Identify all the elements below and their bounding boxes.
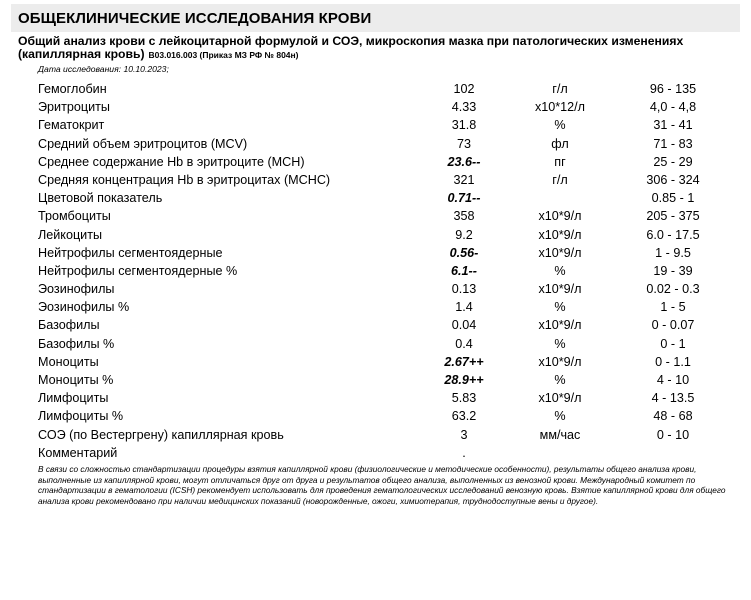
row-name: СОЭ (по Вестергрену) капиллярная кровь bbox=[38, 427, 284, 442]
row-unit: x10*9/л bbox=[538, 282, 582, 297]
row-value: . bbox=[462, 445, 466, 460]
row-unit: x10*12/л bbox=[534, 100, 586, 115]
table-row bbox=[38, 207, 738, 225]
row-name: Нейтрофилы сегментоядерные % bbox=[38, 263, 238, 278]
row-value: 0.56- bbox=[449, 245, 479, 260]
table-row bbox=[38, 98, 738, 116]
row-unit: x10*9/л bbox=[538, 227, 582, 242]
row-reference: 96 - 135 bbox=[649, 82, 697, 96]
row-unit: % bbox=[554, 373, 566, 387]
row-name: Эритроциты bbox=[38, 100, 110, 115]
row-value: 4.33 bbox=[451, 100, 477, 115]
row-unit: г/л bbox=[552, 172, 568, 187]
row-value: 73 bbox=[456, 136, 471, 151]
row-value: 5.83 bbox=[451, 391, 477, 406]
table-row bbox=[38, 226, 738, 244]
row-reference: 306 - 324 bbox=[646, 172, 700, 187]
row-unit: x10*9/л bbox=[538, 354, 582, 369]
row-name: Тромбоциты bbox=[38, 209, 111, 224]
row-unit: мм/час bbox=[539, 427, 581, 442]
row-name: Среднее содержание Hb в эритроците (MCH) bbox=[38, 154, 305, 169]
row-name: Лимфоциты bbox=[38, 391, 109, 406]
row-name: Лимфоциты % bbox=[38, 409, 124, 424]
row-value: 63.2 bbox=[451, 409, 477, 424]
row-reference: 71 - 83 bbox=[653, 136, 693, 151]
row-name: Гемоглобин bbox=[38, 82, 107, 96]
row-reference: 0.02 - 0.3 bbox=[646, 282, 700, 297]
row-reference: 205 - 375 bbox=[646, 209, 700, 224]
table-row bbox=[38, 189, 738, 207]
row-value: 0.4 bbox=[455, 336, 473, 351]
row-value: 1.4 bbox=[455, 300, 473, 315]
table-row bbox=[38, 389, 738, 407]
row-value: 28.9++ bbox=[444, 373, 484, 387]
row-unit: г/л bbox=[552, 82, 568, 96]
row-unit: x10*9/л bbox=[538, 245, 582, 260]
table-row bbox=[38, 80, 738, 98]
row-reference: 0 - 1.1 bbox=[655, 354, 691, 369]
row-reference: 19 - 39 bbox=[653, 263, 693, 278]
row-reference: 4 - 13.5 bbox=[651, 391, 695, 406]
table-row bbox=[38, 298, 738, 316]
row-value: 0.13 bbox=[451, 282, 477, 297]
row-name: Эозинофилы % bbox=[38, 300, 130, 315]
test-title bbox=[18, 35, 730, 62]
table-row bbox=[38, 171, 738, 189]
row-unit: пг bbox=[554, 154, 566, 169]
table-row bbox=[38, 407, 738, 425]
row-value: 2.67++ bbox=[444, 354, 484, 369]
row-reference: 1 - 5 bbox=[660, 300, 686, 315]
table-row bbox=[38, 116, 738, 134]
row-reference: 31 - 41 bbox=[653, 118, 693, 133]
table-row bbox=[38, 335, 738, 353]
row-reference: 48 - 68 bbox=[653, 409, 693, 424]
table-row bbox=[38, 135, 738, 153]
section-header bbox=[11, 4, 740, 32]
table-row bbox=[38, 444, 738, 462]
row-unit: % bbox=[554, 336, 566, 351]
table-row bbox=[38, 262, 738, 280]
row-reference: 4 - 10 bbox=[656, 373, 690, 387]
row-value: 3 bbox=[460, 427, 468, 442]
row-name: Эозинофилы bbox=[38, 282, 115, 297]
row-name: Цветовой показатель bbox=[38, 191, 163, 206]
row-name: Комментарий bbox=[38, 445, 118, 460]
row-value: 9.2 bbox=[455, 227, 473, 242]
row-name: Моноциты bbox=[38, 354, 99, 369]
test-date: Дата исследования: 10.10.2023; bbox=[38, 64, 169, 74]
footnote: В связи со сложностью стандартизации процедуры взятия капиллярной крови (физиологические и методические особенности), результаты общего анализа крови, выполненные из капиллярной крови, могут отличаться друг от друга и результатов общего анализа, выполненных из венозной крови. Международный комитет по стандартизации в гематологии (ICSH) рекомендует использовать для проведения гематологических исследований венозную кровь. Взятие капиллярной крови для общего анализа крови рекомендовано при наличии медицинских показаний (новорожденные, ожоги, химиотерапия, труднодоступные вены и другое). bbox=[38, 464, 726, 506]
row-unit: x10*9/л bbox=[538, 318, 582, 333]
row-unit: фл bbox=[551, 136, 569, 151]
test-code: B03.016.003 (Приказ МЗ РФ № 804н) bbox=[148, 50, 299, 60]
row-name: Гематокрит bbox=[38, 118, 105, 133]
table-row bbox=[38, 280, 738, 298]
results-table bbox=[38, 80, 738, 462]
row-name: Моноциты % bbox=[38, 373, 114, 387]
row-value: 6.1-- bbox=[451, 263, 477, 278]
row-reference: 4,0 - 4,8 bbox=[649, 100, 697, 115]
row-reference: 1 - 9.5 bbox=[655, 245, 691, 260]
row-name: Базофилы bbox=[38, 318, 100, 333]
row-value: 31.8 bbox=[451, 118, 477, 133]
row-value: 0.04 bbox=[451, 318, 477, 333]
row-name: Средняя концентрация Hb в эритроцитах (MCHC) bbox=[38, 172, 331, 187]
row-name: Средний объем эритроцитов (MCV) bbox=[38, 136, 248, 151]
row-unit: x10*9/л bbox=[538, 209, 582, 224]
row-reference: 0.85 - 1 bbox=[651, 191, 695, 206]
row-name: Лейкоциты bbox=[38, 227, 103, 242]
row-unit: % bbox=[554, 409, 566, 424]
row-value: 321 bbox=[453, 172, 475, 187]
row-unit: % bbox=[554, 263, 566, 278]
row-value: 358 bbox=[453, 209, 475, 224]
row-value: 23.6-- bbox=[447, 154, 481, 169]
row-reference: 0 - 0.07 bbox=[651, 318, 695, 333]
row-unit: % bbox=[554, 300, 566, 315]
table-row bbox=[38, 316, 738, 334]
table-row bbox=[38, 371, 738, 389]
test-name: Общий анализ крови с лейкоцитарной формулой и СОЭ, микроскопия мазка при патологических изменениях (капиллярная кровь) bbox=[18, 34, 684, 61]
row-reference: 0 - 10 bbox=[656, 427, 690, 442]
row-name: Базофилы % bbox=[38, 336, 115, 351]
row-reference: 6.0 - 17.5 bbox=[646, 227, 700, 242]
row-unit: % bbox=[554, 118, 566, 133]
table-row bbox=[38, 153, 738, 171]
table-row bbox=[38, 353, 738, 371]
row-reference: 25 - 29 bbox=[653, 154, 693, 169]
row-value: 0.71-- bbox=[447, 191, 481, 206]
row-value: 102 bbox=[453, 82, 475, 96]
table-row bbox=[38, 426, 738, 444]
row-name: Нейтрофилы сегментоядерные bbox=[38, 245, 223, 260]
section-title: ОБЩЕКЛИНИЧЕСКИЕ ИССЛЕДОВАНИЯ КРОВИ bbox=[18, 10, 372, 27]
row-unit: x10*9/л bbox=[538, 391, 582, 406]
table-row bbox=[38, 244, 738, 262]
row-reference: 0 - 1 bbox=[660, 336, 686, 351]
